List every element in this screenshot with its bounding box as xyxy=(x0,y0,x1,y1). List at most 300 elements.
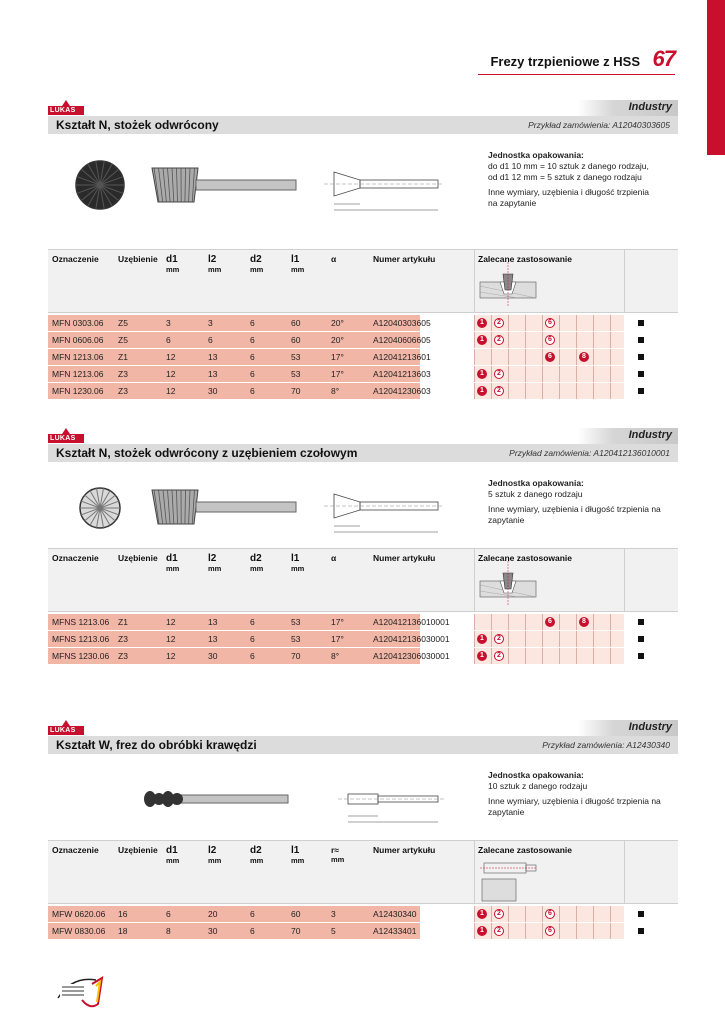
availability-square-icon xyxy=(638,354,644,360)
col-d1-label: d1 xyxy=(166,845,178,856)
product-section xyxy=(48,100,678,408)
col-l1 xyxy=(291,845,304,866)
application-cell xyxy=(593,923,610,939)
col-l1-label: l1 xyxy=(291,553,300,564)
col-angle-label: α xyxy=(331,254,337,264)
availability-square-icon xyxy=(638,337,644,343)
col-d2-unit: mm xyxy=(250,564,264,573)
cell-l2: 20 xyxy=(208,909,218,919)
table-row[interactable] xyxy=(48,906,678,923)
page-header xyxy=(0,46,725,76)
application-cell xyxy=(559,349,576,365)
application-diagram-icon xyxy=(478,559,538,607)
col-zalecane-label: Zalecane zastosowanie xyxy=(478,553,573,563)
application-bullet-icon: 2 xyxy=(494,634,504,644)
application-cell xyxy=(525,315,542,331)
cell-angle: 17° xyxy=(331,634,344,644)
application-cell xyxy=(542,648,559,664)
cell-numer-artykulu: A120412306030001 xyxy=(373,651,450,661)
application-bullet-icon: 6 xyxy=(545,318,555,328)
product-section xyxy=(48,720,678,948)
logo-text: LUKAS xyxy=(50,727,76,734)
col-d2-unit: mm xyxy=(250,265,264,274)
cell-uzebienie: Z3 xyxy=(118,634,128,644)
cell-angle: 20° xyxy=(331,318,344,328)
packaging-line: do d1 10 mm = 10 sztuk z danego rodzaju, xyxy=(488,161,649,171)
cell-d2: 6 xyxy=(250,369,255,379)
application-cell xyxy=(525,366,542,382)
application-cell xyxy=(508,614,525,630)
application-cell xyxy=(576,906,593,922)
application-bullet-icon: 2 xyxy=(494,909,504,919)
col-uzebienie-label: Uzębienie xyxy=(118,553,158,563)
table-header xyxy=(48,249,678,313)
application-cell xyxy=(559,631,576,647)
cell-l2: 13 xyxy=(208,352,218,362)
application-cell xyxy=(576,332,593,348)
cell-angle: 8° xyxy=(331,386,340,396)
cell-angle: 8° xyxy=(331,651,340,661)
brand-logo xyxy=(48,428,84,444)
cell-numer-artykulu: A12041230603 xyxy=(373,386,431,396)
cell-d1: 12 xyxy=(166,369,176,379)
col-l1 xyxy=(291,254,304,275)
col-d2-label: d2 xyxy=(250,553,262,564)
mark-cell xyxy=(624,349,678,365)
cell-l2: 13 xyxy=(208,634,218,644)
col-angle xyxy=(331,254,336,264)
industry-label xyxy=(578,720,678,736)
application-cell xyxy=(508,648,525,664)
application-bullet-icon: 1 xyxy=(477,909,487,919)
application-cell xyxy=(508,906,525,922)
application-cell xyxy=(593,906,610,922)
application-cell xyxy=(559,614,576,630)
cell-uzebienie: Z1 xyxy=(118,617,128,627)
col-d2 xyxy=(250,553,263,574)
col-oznaczenie xyxy=(52,553,99,563)
cell-numer-artykulu: A12040303605 xyxy=(373,318,431,328)
cell-angle: 17° xyxy=(331,617,344,627)
col-l2-label: l2 xyxy=(208,553,217,564)
industry-label xyxy=(578,100,678,116)
packaging-note xyxy=(488,187,678,209)
availability-square-icon xyxy=(638,320,644,326)
header-separator xyxy=(624,250,625,312)
availability-square-icon xyxy=(638,928,644,934)
mark-cell xyxy=(624,631,678,647)
application-cell xyxy=(559,332,576,348)
cell-angle: 3 xyxy=(331,909,336,919)
application-bullet-icon: 8 xyxy=(579,617,589,627)
col-angle-unit: mm xyxy=(331,855,345,864)
application-bullet-icon: 1 xyxy=(477,335,487,345)
col-numer-artykulu-label: Numer artykułu xyxy=(373,254,436,264)
col-oznaczenie-label: Oznaczenie xyxy=(52,845,99,855)
col-numer-artykulu xyxy=(373,845,435,855)
logo-text: LUKAS xyxy=(50,435,76,442)
packaging-info xyxy=(488,478,678,526)
cell-numer-artykulu: A120412136030001 xyxy=(373,634,450,644)
packaging-note-line: na zapytanie xyxy=(488,198,537,208)
mark-cell xyxy=(624,332,678,348)
packaging-heading: Jednostka opakowania: xyxy=(488,478,584,488)
application-cell xyxy=(491,349,508,365)
application-cell xyxy=(593,648,610,664)
application-bullet-icon: 1 xyxy=(477,634,487,644)
col-angle xyxy=(331,553,336,563)
col-l2-unit: mm xyxy=(208,856,222,865)
section-title: Kształt N, stożek odwrócony xyxy=(56,118,219,132)
table-row[interactable] xyxy=(48,349,678,366)
col-l1-label: l1 xyxy=(291,254,300,265)
cell-l2: 30 xyxy=(208,386,218,396)
cell-d2: 6 xyxy=(250,909,255,919)
application-bullet-icon: 1 xyxy=(477,369,487,379)
order-example: Przykład zamówienia: A12040303605 xyxy=(528,120,670,130)
packaging-line: 5 sztuk z danego rodzaju xyxy=(488,489,583,499)
packaging-info xyxy=(488,150,678,209)
cell-angle: 17° xyxy=(331,369,344,379)
col-numer-artykulu-label: Numer artykułu xyxy=(373,845,436,855)
application-cell xyxy=(559,923,576,939)
cell-d2: 6 xyxy=(250,318,255,328)
application-bullet-icon: 6 xyxy=(545,926,555,936)
application-cell xyxy=(559,315,576,331)
availability-square-icon xyxy=(638,911,644,917)
application-cell xyxy=(474,614,491,630)
logo-text: LUKAS xyxy=(50,107,76,114)
cell-angle: 17° xyxy=(331,352,344,362)
application-cell xyxy=(508,631,525,647)
col-oznaczenie-label: Oznaczenie xyxy=(52,553,99,563)
cell-uzebienie: Z3 xyxy=(118,369,128,379)
col-uzebienie-label: Uzębienie xyxy=(118,254,158,264)
col-d2 xyxy=(250,845,263,866)
section-title: Kształt N, stożek odwrócony z uzębieniem czołowym xyxy=(56,446,358,460)
cell-d2: 6 xyxy=(250,335,255,345)
table-row[interactable] xyxy=(48,923,678,940)
application-cell xyxy=(525,349,542,365)
industry-text: Industry xyxy=(628,429,672,441)
col-l1 xyxy=(291,553,304,574)
col-l1-unit: mm xyxy=(291,564,305,573)
cell-l2: 3 xyxy=(208,318,213,328)
section-title-bar xyxy=(48,736,678,754)
header-separator xyxy=(624,549,625,611)
tool-illustration xyxy=(48,760,468,836)
mark-cell xyxy=(624,614,678,630)
col-d2 xyxy=(250,254,263,275)
availability-square-icon xyxy=(638,371,644,377)
industry-label xyxy=(578,428,678,444)
table-header xyxy=(48,548,678,612)
cell-d1: 12 xyxy=(166,651,176,661)
cell-numer-artykulu: A12430340 xyxy=(373,909,417,919)
col-d1 xyxy=(166,845,179,866)
col-numer-artykulu xyxy=(373,254,435,264)
col-d1-label: d1 xyxy=(166,553,178,564)
order-example: Przykład zamówienia: A12430340 xyxy=(542,740,670,750)
application-cell xyxy=(474,349,491,365)
cell-l2: 13 xyxy=(208,617,218,627)
cell-l1: 70 xyxy=(291,926,301,936)
application-cell xyxy=(542,383,559,399)
packaging-note-line: zapytanie xyxy=(488,807,525,817)
application-bullet-icon: 2 xyxy=(494,335,504,345)
cell-numer-artykulu: A12041213601 xyxy=(373,352,431,362)
application-cell xyxy=(525,923,542,939)
application-cell xyxy=(559,648,576,664)
cell-d2: 6 xyxy=(250,651,255,661)
application-cell xyxy=(542,366,559,382)
cell-l2: 30 xyxy=(208,926,218,936)
packaging-note xyxy=(488,796,678,818)
cell-angle: 5 xyxy=(331,926,336,936)
application-cell xyxy=(525,648,542,664)
application-cell xyxy=(559,906,576,922)
col-uzebienie-label: Uzębienie xyxy=(118,845,158,855)
col-numer-artykulu xyxy=(373,553,435,563)
application-cell xyxy=(542,631,559,647)
header-rule xyxy=(478,74,675,75)
page-edge-tab xyxy=(707,0,725,155)
application-cell xyxy=(593,383,610,399)
mark-cell xyxy=(624,315,678,331)
cell-l1: 53 xyxy=(291,634,301,644)
cell-uzebienie: 16 xyxy=(118,909,128,919)
col-l2-unit: mm xyxy=(208,265,222,274)
cell-oznaczenie: MFN 1213.06 xyxy=(52,352,104,362)
cell-d2: 6 xyxy=(250,352,255,362)
application-bullet-icon: 6 xyxy=(545,909,555,919)
cell-numer-artykulu: A12040606605 xyxy=(373,335,431,345)
col-oznaczenie xyxy=(52,845,99,855)
application-bullet-icon: 1 xyxy=(477,926,487,936)
availability-square-icon xyxy=(638,636,644,642)
table-row[interactable] xyxy=(48,366,678,383)
mark-cell xyxy=(624,906,678,922)
cell-d1: 8 xyxy=(166,926,171,936)
packaging-heading: Jednostka opakowania: xyxy=(488,150,584,160)
table-row[interactable] xyxy=(48,332,678,349)
col-d1 xyxy=(166,254,179,275)
cell-uzebienie: Z3 xyxy=(118,386,128,396)
application-cell xyxy=(593,614,610,630)
application-cell xyxy=(576,315,593,331)
header-separator xyxy=(474,549,475,611)
cell-d1: 3 xyxy=(166,318,171,328)
packaging-line: 10 sztuk z danego rodzaju xyxy=(488,781,588,791)
application-cell xyxy=(593,366,610,382)
cell-numer-artykulu: A12041213603 xyxy=(373,369,431,379)
cell-l1: 70 xyxy=(291,651,301,661)
col-oznaczenie xyxy=(52,254,99,264)
application-bullet-icon: 2 xyxy=(494,386,504,396)
col-d2-label: d2 xyxy=(250,254,262,265)
col-d1 xyxy=(166,553,179,574)
brand-logo xyxy=(48,100,84,116)
col-angle xyxy=(331,845,344,865)
col-d2-label: d2 xyxy=(250,845,262,856)
application-bullet-icon: 8 xyxy=(579,352,589,362)
col-l2-label: l2 xyxy=(208,254,217,265)
packaging-note-line: Inne wymiary, uzębienia i długość trzpienia na xyxy=(488,796,661,806)
cell-uzebienie: Z1 xyxy=(118,352,128,362)
page-number: 67 xyxy=(652,46,675,71)
order-example: Przykład zamówienia: A120412136010001 xyxy=(509,448,670,458)
application-cell xyxy=(525,631,542,647)
application-bullet-icon: 6 xyxy=(545,335,555,345)
application-bullet-icon: 6 xyxy=(545,617,555,627)
availability-square-icon xyxy=(638,653,644,659)
industry-text: Industry xyxy=(628,101,672,113)
table-row[interactable] xyxy=(48,614,678,631)
application-cell xyxy=(559,383,576,399)
application-bullet-icon: 2 xyxy=(494,651,504,661)
mark-cell xyxy=(624,366,678,382)
application-cell xyxy=(576,923,593,939)
application-cell xyxy=(576,366,593,382)
packaging-note xyxy=(488,504,678,526)
cell-oznaczenie: MFN 0303.06 xyxy=(52,318,104,328)
col-oznaczenie-label: Oznaczenie xyxy=(52,254,99,264)
tool-illustration xyxy=(48,468,468,544)
application-cell xyxy=(576,648,593,664)
col-l1-unit: mm xyxy=(291,856,305,865)
section-title-bar xyxy=(48,444,678,462)
cell-d2: 6 xyxy=(250,926,255,936)
col-d1-unit: mm xyxy=(166,564,180,573)
table-row[interactable] xyxy=(48,383,678,400)
cell-l1: 53 xyxy=(291,369,301,379)
header-separator xyxy=(624,841,625,903)
col-zalecane xyxy=(478,845,572,855)
application-cell xyxy=(508,332,525,348)
application-cell xyxy=(576,631,593,647)
product-section xyxy=(48,428,678,673)
col-zalecane-label: Zalecane zastosowanie xyxy=(478,845,573,855)
application-cell xyxy=(508,366,525,382)
cell-d1: 6 xyxy=(166,335,171,345)
cell-l2: 30 xyxy=(208,651,218,661)
availability-square-icon xyxy=(638,619,644,625)
mark-cell xyxy=(624,923,678,939)
cell-uzebienie: Z3 xyxy=(118,651,128,661)
cell-l1: 60 xyxy=(291,318,301,328)
packaging-note-line: Inne wymiary, uzębienia i długość trzpienia xyxy=(488,187,649,197)
application-cell xyxy=(593,315,610,331)
col-zalecane-label: Zalecane zastosowanie xyxy=(478,254,573,264)
cell-oznaczenie: MFNS 1213.06 xyxy=(52,617,110,627)
col-d2-unit: mm xyxy=(250,856,264,865)
cell-l1: 53 xyxy=(291,617,301,627)
cell-d1: 12 xyxy=(166,386,176,396)
section-title-bar xyxy=(48,116,678,134)
cell-d1: 12 xyxy=(166,634,176,644)
application-cell xyxy=(576,383,593,399)
table-row[interactable] xyxy=(48,631,678,648)
table-row[interactable] xyxy=(48,648,678,665)
mark-cell xyxy=(624,383,678,399)
col-l1-unit: mm xyxy=(291,265,305,274)
cell-oznaczenie: MFN 1230.06 xyxy=(52,386,104,396)
cell-oznaczenie: MFN 1213.06 xyxy=(52,369,104,379)
cell-oznaczenie: MFW 0620.06 xyxy=(52,909,106,919)
cell-numer-artykulu: A12433401 xyxy=(373,926,417,936)
cell-l2: 13 xyxy=(208,369,218,379)
packaging-note-line: zapytanie xyxy=(488,515,525,525)
application-cell xyxy=(508,315,525,331)
packaging-info xyxy=(488,770,678,818)
quality-seal-icon xyxy=(52,970,108,1010)
brand-logo xyxy=(48,720,84,736)
cell-l2: 6 xyxy=(208,335,213,345)
cell-d1: 12 xyxy=(166,352,176,362)
col-d1-label: d1 xyxy=(166,254,178,265)
cell-l1: 60 xyxy=(291,335,301,345)
col-uzebienie xyxy=(118,845,158,855)
application-bullet-icon: 2 xyxy=(494,318,504,328)
application-cell xyxy=(593,631,610,647)
application-bullet-icon: 1 xyxy=(477,386,487,396)
application-diagram-icon xyxy=(478,857,538,905)
table-row[interactable] xyxy=(48,315,678,332)
application-cell xyxy=(559,366,576,382)
application-bullet-icon: 1 xyxy=(477,651,487,661)
cell-d2: 6 xyxy=(250,386,255,396)
header-separator xyxy=(474,250,475,312)
col-l2 xyxy=(208,553,221,574)
availability-square-icon xyxy=(638,388,644,394)
application-cell xyxy=(491,614,508,630)
col-l2 xyxy=(208,845,221,866)
cell-uzebienie: Z5 xyxy=(118,335,128,345)
col-l2 xyxy=(208,254,221,275)
mark-cell xyxy=(624,648,678,664)
col-uzebienie xyxy=(118,254,158,264)
industry-text: Industry xyxy=(628,721,672,733)
packaging-heading: Jednostka opakowania: xyxy=(488,770,584,780)
application-bullet-icon: 6 xyxy=(545,352,555,362)
packaging-line: od d1 12 mm = 5 sztuk z danego rodzaju xyxy=(488,172,642,182)
application-diagram-icon xyxy=(478,260,538,308)
cell-l1: 53 xyxy=(291,352,301,362)
application-cell xyxy=(525,332,542,348)
application-cell xyxy=(508,923,525,939)
header-separator xyxy=(474,841,475,903)
col-d1-unit: mm xyxy=(166,265,180,274)
section-title: Kształt W, frez do obróbki krawędzi xyxy=(56,738,257,752)
cell-d1: 12 xyxy=(166,617,176,627)
col-l1-label: l1 xyxy=(291,845,300,856)
application-cell xyxy=(525,614,542,630)
cell-oznaczenie: MFNS 1230.06 xyxy=(52,651,110,661)
application-cell xyxy=(525,906,542,922)
cell-oznaczenie: MFW 0830.06 xyxy=(52,926,106,936)
application-cell xyxy=(593,332,610,348)
col-angle-label: α xyxy=(331,553,337,563)
cell-angle: 20° xyxy=(331,335,344,345)
cell-numer-artykulu: A120412136010001 xyxy=(373,617,450,627)
cell-oznaczenie: MFNS 1213.06 xyxy=(52,634,110,644)
tool-illustration xyxy=(48,140,468,245)
application-cell xyxy=(508,383,525,399)
application-cell xyxy=(525,383,542,399)
application-cell xyxy=(593,349,610,365)
col-l2-unit: mm xyxy=(208,564,222,573)
col-numer-artykulu-label: Numer artykułu xyxy=(373,553,436,563)
